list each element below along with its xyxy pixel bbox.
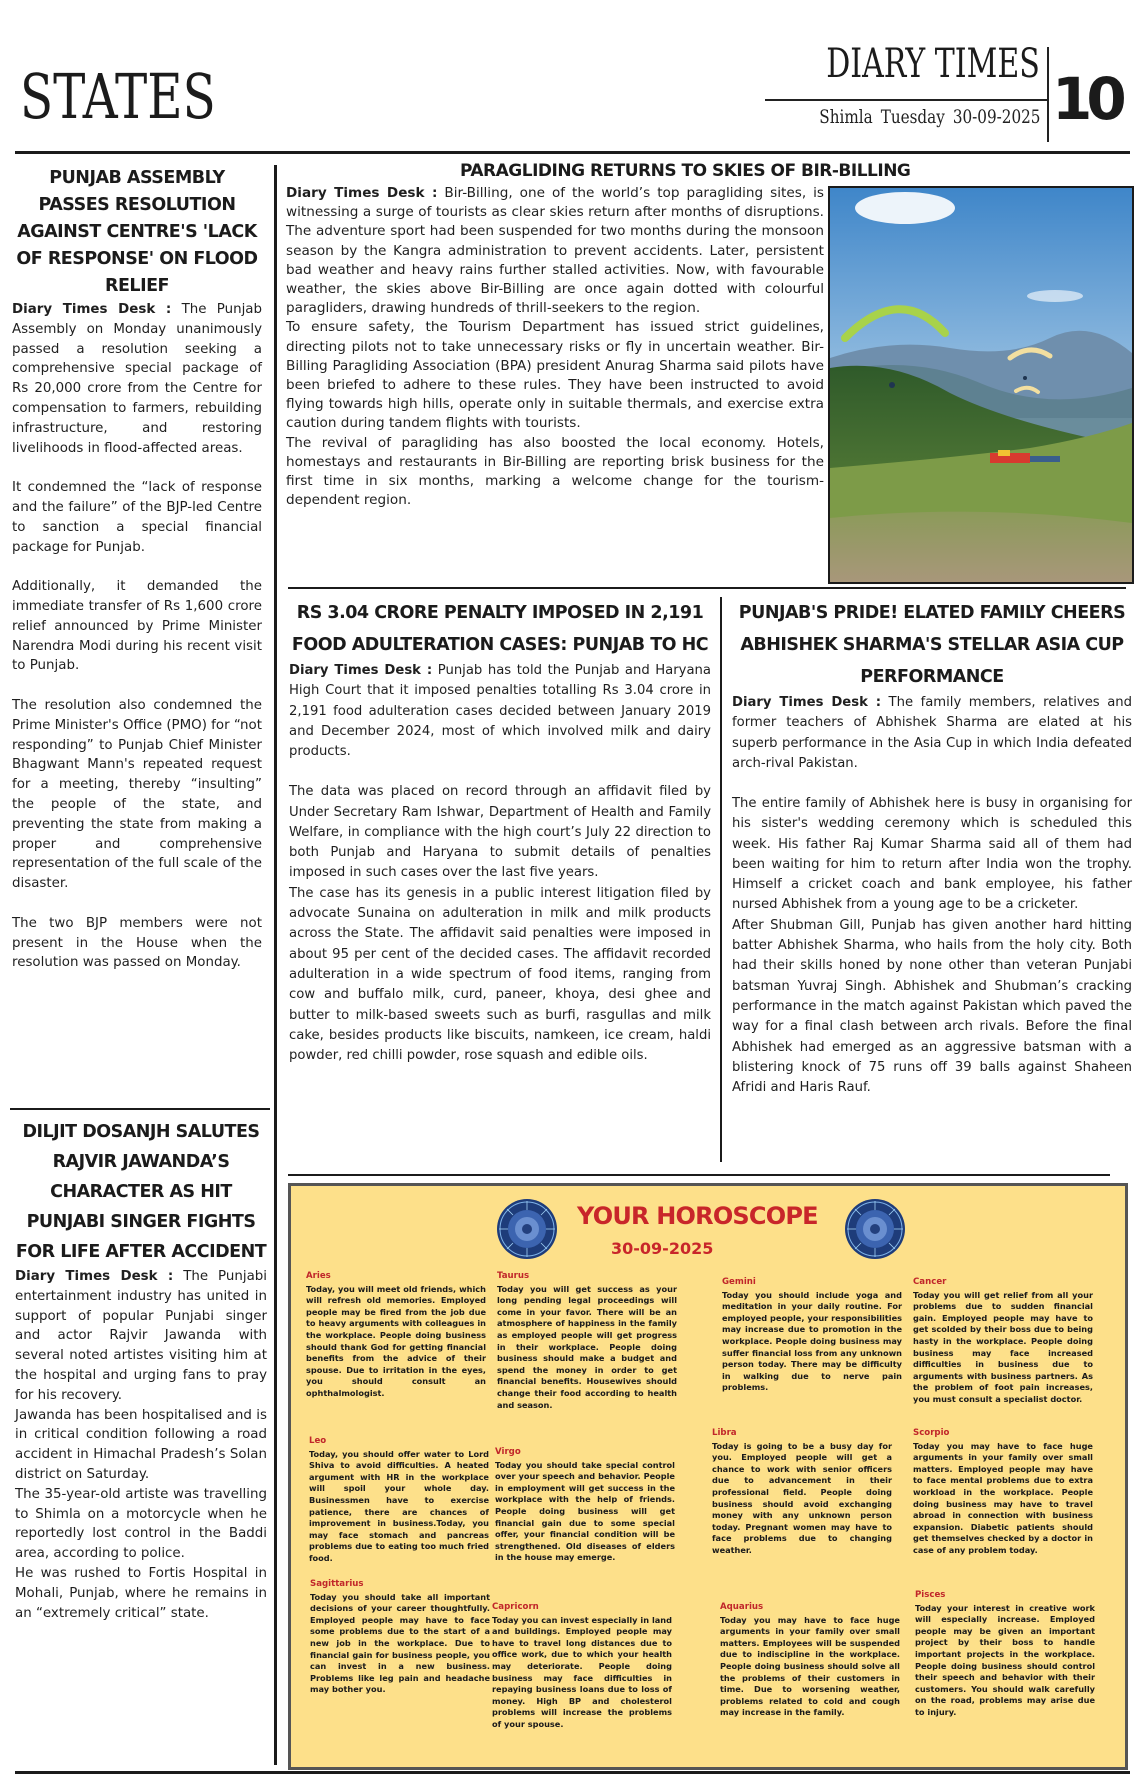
- horoscope-scorpio: [913, 1428, 1093, 1557]
- horoscope-date: 30-09-2025: [611, 1239, 714, 1258]
- paragraph: After Shubman Gill, Punjab has given another hard hitting batter Abhishek Sharma, who hails from the holy city. Both had their skills honed by none other than veteran Punjabi batsman Yuvraj Singh. Abhishek and Shubman’s cracking performance in the match against Pakistan which paved the way for a final clash between arch rivals. Before the final Abhishek had emerged as an aggressive batsman with a blistering knock of 75 runs off 39 balls against Shaheen Afridi and Haris Rauf.: [732, 917, 1132, 1096]
- paragraph: Punjab has told the Punjab and Haryana High Court that it imposed penalties totalling Rs 3.04 crore in 2,191 food adulteration cases decided between January 2019 and December 2024, most of which involved milk and dairy products.: [289, 663, 711, 760]
- sign-name: Virgo: [495, 1447, 521, 1457]
- paragraph: Bir-Billing, one of the world’s top paragliding sites, is witnessing a surge of tourists as clear skies return after months of disruptions. The adventure sport had been suspended for two months during the monsoon season by the Kangra administration to prevent accidents. Later, persistent bad weather and heavy rains further stalled activities. Now, with favourable weather, the skies above Bir-Billing are once again dotted with colourful paragliders, drawing hundreds of thrill-seekers to the region.: [286, 185, 824, 317]
- article-body: [732, 693, 1132, 1098]
- horoscope-cancer: [913, 1277, 1093, 1406]
- sign-text: Today you should take all important decisions of your career thoughtfully. Employed people may have to face some problems due to the start of a new job in the workplace. Due to financial gain for business people, you can invest in a new business. Problems like leg pain and headache may bother you.: [310, 1591, 490, 1695]
- sign-text: Today your interest in creative work will especially increase. Employed people may be given an important project by their boss to handle important projects in the workplace. People doing business should control their speech and behavior with their customers. You should walk carefully on the road, problems may arise due to injury.: [915, 1602, 1095, 1717]
- paragraph: Additionally, it demanded the immediate transfer of Rs 1,600 crore relief announced by Prime Minister Narendra Modi during his recent visit to Punjab.: [12, 579, 262, 674]
- zodiac-wheel-icon: [496, 1198, 558, 1260]
- footer-rule: [15, 1771, 1130, 1774]
- sign-name: Gemini: [722, 1277, 756, 1287]
- sign-text: Today, you should offer water to Lord Shiva to avoid difficulties. A heated argument with HR in the workplace will spoil your whole day. Businessmen have to exercise patience, there are chances of improvement in business.Today, you may face stomach and pancreas problems due to eating too much fried food.: [309, 1448, 489, 1563]
- paragraph: The entire family of Abhishek here is busy in organising for his sister's wedding ceremony which is scheduled this week. His father Raj Kumar Sharma said all of them had been waiting for him to return after India won the trophy. Himself a cricket coach and bank employee, his father nursed Abhishek from a young age to be a cricketer.: [732, 795, 1132, 913]
- sign-text: Today you may have to face huge arguments in your family over small matters. Employees will be suspended due to indiscipline in the workplace. People doing business should solve all the problems of their customers in time. Due to worsening weather, problems related to cold and cough may increase in the family.: [720, 1614, 900, 1718]
- header-rule: [15, 151, 1130, 154]
- horoscope-aries: [306, 1271, 486, 1400]
- sign-text: Today you will get relief from all your problems due to sudden financial gain. Employed people may have to get scolded by their boss due to being hasty in the workplace. People doing business may face increased difficulties in business due to arguments with business partners. As the problem of foot pain increases, you must consult a specialist doctor.: [913, 1289, 1093, 1404]
- paragraph: To ensure safety, the Tourism Department has issued strict guidelines, directing pilots not to take unnecessary risks or fly in uncertain weather. Bir-Billing Paragliding Association (BPA) president Anurag Sharma said pilots have been briefed to adhere to these rules. They have been instructed to avoid flying towards high hills, operate only in suitable thermals, and exercise extra caution during tandem flights with tourists.: [286, 319, 824, 432]
- column-divider-mid: [720, 597, 722, 1162]
- sign-name: Leo: [309, 1436, 327, 1446]
- sign-name: Sagittarius: [310, 1579, 364, 1589]
- left-column-rule: [10, 1108, 270, 1110]
- horoscope-panel: [288, 1183, 1128, 1770]
- dateline-city: Shimla: [818, 106, 873, 128]
- sign-name: Pisces: [915, 1590, 946, 1600]
- section-title: STATES: [20, 60, 216, 133]
- sign-text: Today you may have to face huge arguments in your family over small matters. Employed people may have to face mental problems due to extra workload in the workplace. People doing business may have to travel abroad in connection with business expansion. Diabetic patients should get themselves checked by a doctor in case of any problem today.: [913, 1440, 1093, 1555]
- sign-name: Cancer: [913, 1277, 947, 1287]
- article-food-adulteration: [289, 597, 711, 1066]
- article-byline: Diary Times Desk :: [289, 663, 433, 678]
- article-paragliding-header: [290, 160, 1130, 182]
- sign-name: Aries: [306, 1271, 331, 1281]
- paragraph: The revival of paragliding has also boosted the local economy. Hotels, homestays and restaurants in Bir-Billing are reporting brisk business for the first time in six months, marking a welcome change for the tourism-dependent region.: [286, 434, 824, 509]
- article-diljit-dosanjh: [15, 1117, 267, 1623]
- horoscope-sagittarius: [310, 1579, 490, 1696]
- paragraph: The Punjab Assembly on Monday unanimously passed a resolution seeking a comprehensive special package of Rs 20,000 crore from the Centre for compensation to farmers, rebuilding infrastructure, and restoring livelihoods in flood-affected areas.: [12, 302, 262, 456]
- sign-text: Today you will get success as your long pending legal proceedings will come in your favor. There will be an atmosphere of happiness in the family as employed people will get progress in their workplace. People doing business should make a budget and spend the money in order to get financial benefits. Housewives should change their food according to health and season.: [497, 1283, 677, 1410]
- article-abhishek-sharma: [732, 597, 1132, 1098]
- dateline: [811, 108, 1040, 127]
- article-paragliding: [286, 184, 824, 510]
- brand-underline: [765, 99, 1047, 101]
- article-headline: PUNJAB ASSEMBLY PASSES RESOLUTION AGAINST CENTRE'S 'LACK OF RESPONSE' ON FLOOD RELIEF: [16, 168, 258, 296]
- article-body: [12, 300, 262, 973]
- dateline-day: Tuesday: [880, 106, 945, 128]
- sign-text: Today you can invest especially in land and buildings. Employed people may have to travel long distances due to office work, due to which your health may deteriorate. People doing business may face difficulties in repaying business loans due to loss of money. High BP and cholesterol problems will increase the problems of your spouse.: [492, 1614, 672, 1729]
- paragraph: He was rushed to Fortis Hospital in Mohali, Punjab, where he remains in an “extremely critical” state.: [15, 1565, 267, 1621]
- paragraph: The two BJP members were not present in the House when the resolution was passed on Monday.: [12, 915, 262, 971]
- sign-name: Aquarius: [720, 1602, 764, 1612]
- horoscope-title: YOUR HOROSCOPE: [577, 1202, 818, 1230]
- column-divider-left: [274, 165, 277, 1765]
- sign-text: Today you should take special control over your speech and behavior. People in employment will get success in the workplace with the help of friends. People doing business will get financial gain due to some special offer, your financial condition will be strengthened. Old diseases of elders in the house may emerge.: [495, 1459, 675, 1563]
- sign-text: Today, you will meet old friends, which will refresh old memories. Employed people may be fired from the job due to heavy arguments with colleagues in the workplace. People doing business should thank God for getting financial benefits from the advice of their spouse. Due to irritation in the eyes, you should consult an ophthalmologist.: [306, 1283, 486, 1398]
- mid-bottom-rule: [288, 1174, 1110, 1176]
- sign-name: Libra: [712, 1428, 737, 1438]
- article-byline: Diary Times Desk :: [12, 302, 172, 317]
- paragraph: The Punjabi entertainment industry has united in support of popular Punjabi singer and actor Rajvir Jawanda with several noted artistes visiting him at the hospital and urging fans to pray for his recovery.: [15, 1269, 267, 1403]
- article-headline: PARAGLIDING RETURNS TO SKIES OF BIR-BILLING: [460, 161, 911, 181]
- article-body: [15, 1267, 267, 1623]
- masthead-divider: [1047, 47, 1049, 142]
- article-headline: DILJIT DOSANJH SALUTES RAJVIR JAWANDA’S CHARACTER AS HIT PUNJABI SINGER FIGHTS FOR LIFE AFTER ACCIDENT: [15, 1122, 267, 1262]
- paragraph: The family members, relatives and former teachers of Abhishek Sharma are elated at his superb performance in the Asia Cup in which India defeated arch-rival Pakistan.: [732, 695, 1133, 771]
- article-punjab-assembly: [12, 165, 262, 973]
- horoscope-capricorn: [492, 1602, 672, 1731]
- sign-name: Capricorn: [492, 1602, 539, 1612]
- horoscope-pisces: [915, 1590, 1095, 1719]
- horoscope-taurus: [497, 1271, 677, 1411]
- article-headline: RS 3.04 CRORE PENALTY IMPOSED IN 2,191 FOOD ADULTERATION CASES: PUNJAB TO HC: [291, 603, 709, 655]
- paragraph: The case has its genesis in a public interest litigation filed by advocate Sunaina on adulteration in milk and milk products across the State. The affidavit said penalties were imposed in about 95 per cent of the decided cases. The affidavit recorded adulteration in a wide spectrum of food items, ranging from cow and buffalo milk, curd, paneer, khoya, desi ghee and butter to milk-based sweets such as burfi, rasgullas and milk cake, besides products like biscuits, namkeen, ice cream, haldi powder, red chilli powder, rose squash and edible oils.: [289, 885, 711, 1064]
- sign-name: Scorpio: [913, 1428, 950, 1438]
- horoscope-leo: [309, 1436, 489, 1565]
- article-body: [286, 184, 824, 510]
- page-number: 10: [1052, 65, 1121, 133]
- article-headline: PUNJAB'S PRIDE! ELATED FAMILY CHEERS ABHISHEK SHARMA'S STELLAR ASIA CUP PERFORMANCE: [738, 603, 1126, 687]
- dateline-date: 30-09-2025: [952, 106, 1040, 128]
- paragraph: The data was placed on record through an affidavit filed by Under Secretary Ram Ishwar, Department of Health and Family Welfare, in compliance with the high court’s July 22 direction to both Punjab and Haryana to submit details of penalties imposed in such cases over the last five years.: [289, 784, 711, 881]
- paragraph: Jawanda has been hospitalised and is in critical condition following a road accident in Himachal Pradesh’s Solan district on Saturday.: [15, 1407, 267, 1482]
- article-body: [289, 661, 711, 1066]
- paragraph: The 35-year-old artiste was travelling to Shimla on a motorcycle when he reportedly lost control in the Baddi area, according to police.: [15, 1486, 267, 1562]
- sign-text: Today you should include yoga and meditation in your daily routine. For employed people, your responsibilities may increase due to promotion in the workplace. People doing business may suffer financial loss from any unknown person today. There may be difficulty in walking due to nerve pain problems.: [722, 1289, 902, 1393]
- paragliding-photo: [828, 186, 1134, 584]
- sign-name: Taurus: [497, 1271, 530, 1281]
- paragraph: The resolution also condemned the Prime Minister's Office (PMO) for “not responding” to Punjab Chief Minister Bhagwant Mann's repeated request for a meeting, thereby “insulting” the people of the state, and preventing the state from making a proper and comprehensive representation of the full scale of the disaster.: [12, 697, 262, 892]
- horoscope-libra: [712, 1428, 892, 1557]
- horoscope-gemini: [722, 1277, 902, 1394]
- article-byline: Diary Times Desk :: [15, 1269, 174, 1284]
- horoscope-virgo: [495, 1447, 675, 1564]
- horoscope-aquarius: [720, 1602, 900, 1719]
- article-byline: Diary Times Desk :: [286, 185, 438, 201]
- sign-text: Today is going to be a busy day for you. Employed people will get a chance to work with senior officers due to advancement in their professional field. People doing business should avoid exchanging money with any unknown person today. Pregnant women may have to face problems due to changing weather.: [712, 1440, 892, 1555]
- newspaper-brand: DIARY TIMES: [826, 41, 1040, 87]
- article-byline: Diary Times Desk :: [732, 695, 882, 710]
- paragliding-bottom-rule: [288, 587, 1126, 589]
- zodiac-wheel-icon: [844, 1198, 906, 1260]
- paragraph: It condemned the “lack of response and the failure” of the BJP-led Centre to sanction a special financial package for Punjab.: [12, 480, 262, 555]
